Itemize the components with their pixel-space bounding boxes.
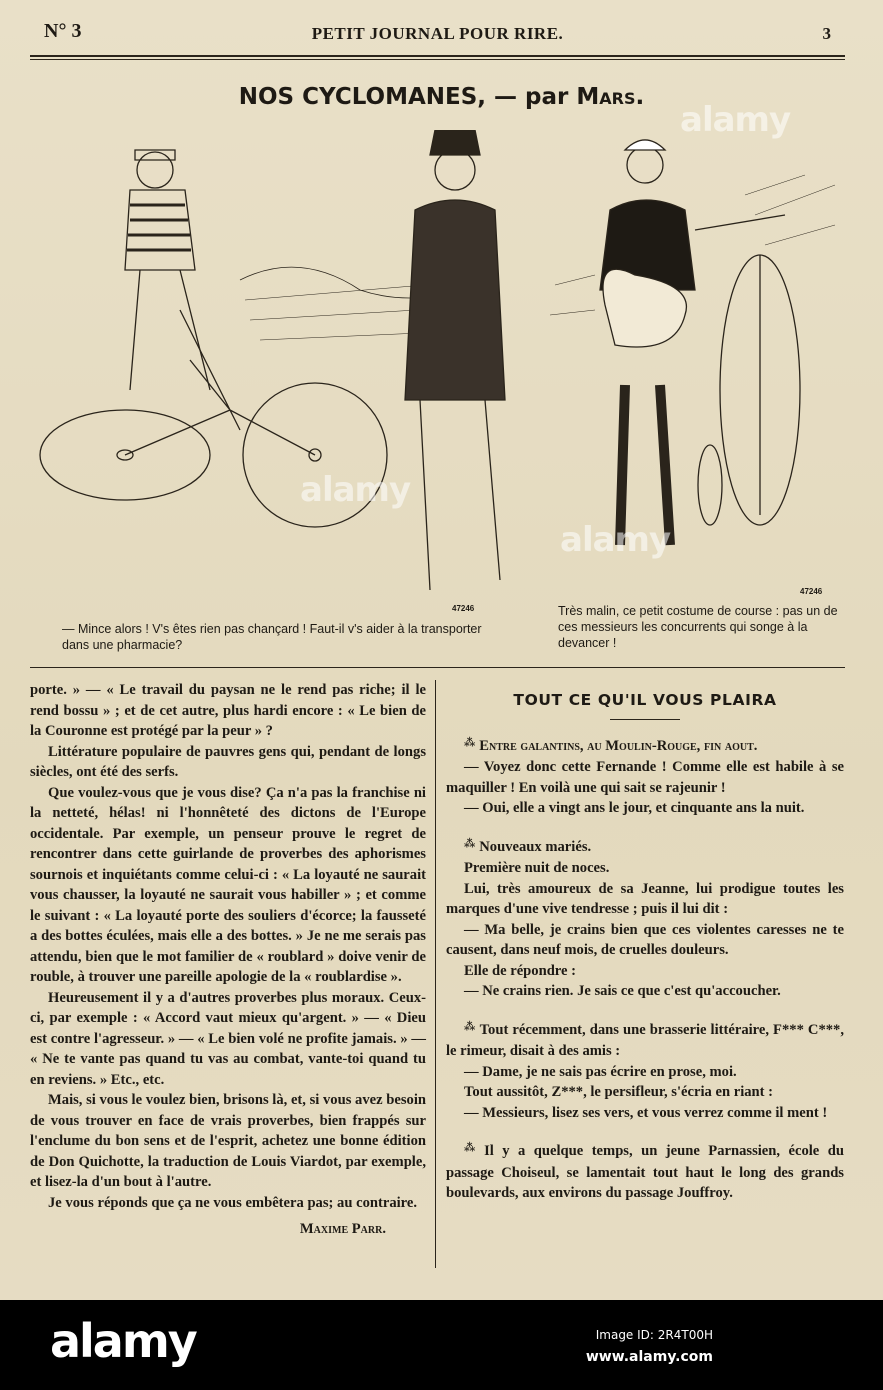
illustration-fallen-cyclist [30,130,525,595]
paragraph: porte. » — « Le travail du paysan ne le rend pas riche; il le rend bossu » ; et de cet autre, plus hardi encore : « Le bien de la Couronne est protégé par la peur » ? [30,682,426,739]
plate-number-left: 47246 [452,604,475,613]
anecdote-line: Elle de répondre : [464,962,577,979]
anecdote-heading-text: Nouveaux mariés. [479,838,592,855]
spacer [446,1123,844,1141]
section-title: TOUT CE QU'IL VOUS PLAIRA [513,691,777,709]
anecdote-line: — Dame, je ne sais pas écrire en prose, moi. [464,1063,737,1080]
spacer [446,1002,844,1020]
asterism-icon: ⁂ [464,1020,476,1033]
asterism-icon: ⁂ [464,736,476,749]
anecdote-heading [446,1020,844,1062]
column-divider [435,680,436,1268]
watermark-text: alamy [300,470,411,510]
anecdote-heading-text: Entre galantins, au Moulin-Rouge, fin aout. [479,737,758,754]
anecdote-line: Tout aussitôt, Z***, le persifleur, s'écria en riant : [464,1084,774,1100]
left-column [30,680,426,1240]
anecdote-heading-text: Tout récemment, dans une brasserie littéraire, F*** C***, le rimeur, disait à des amis : [446,1021,844,1059]
anecdote-line: — Messieurs, lisez ses vers, et vous verrez comme il ment ! [464,1104,828,1121]
page-number: 3 [822,24,831,43]
illustration-lady-cyclist [545,135,845,575]
anecdote-line: — Ma belle, je crains bien que ces violentes caresses ne te causent, dans neuf mois, de cruelles douleurs. [446,921,844,958]
right-caption: Très malin, ce petit costume de course : pas un de ces messieurs les concurrents qui songe à la devancer ! [558,604,838,650]
signature: Maxime Parr. [299,1221,386,1237]
image-id: Image ID: 2R4T00H [595,1328,713,1342]
header-rule [30,55,845,57]
plate-number-right: 47246 [800,587,823,596]
anecdote-line: — Voyez donc cette Fernande ! Comme elle est habile à se maquiller ! En voilà une qui sait se rajeunir ! [446,759,844,796]
watermark-text: alamy [560,520,671,560]
page-header [30,18,845,54]
issue-number: N° 3 [44,20,82,42]
journal-title: PETIT JOURNAL POUR RIRE. [311,24,564,43]
asterism-icon: ⁂ [464,1142,481,1154]
feature-title-text: NOS CYCLOMANES, — par [238,84,577,110]
watermark-text: alamy [680,100,791,140]
alamy-logo: alamy [50,1314,196,1368]
spacer [446,819,844,837]
title-rule [610,719,680,720]
anecdote-heading [446,837,844,859]
anecdote-line: — Ne crains rien. Je sais ce que c'est qu'accoucher. [464,983,781,999]
anecdote-line: — Oui, elle a vingt ans le jour, et cinquante ans la nuit. [464,800,805,816]
anecdote-heading [446,736,844,758]
paragraph: Je vous réponds que ça ne vous embêtera pas; au contraire. [48,1194,418,1211]
anecdote-line: Lui, très amoureux de sa Jeanne, lui prodigue toutes les marques d'une vive tendresse ; puis il lui dit : [446,880,844,917]
paragraph: Heureusement il y a d'autres proverbes plus moraux. Ceux-ci, par exemple : « Accord vaut mieux qu'argent. » — « Dieu est contre l'agresseur. » — « Le bien volé ne profite jamais. » — « Ne te vante pas quand tu vas au combat, vante-toi quand tu en reviens. » Etc., etc. [30,989,426,1088]
paragraph: Mais, si vous le voulez bien, brisons là, et, si vous avez besoin de vous trouver en face de vrais proverbes, bien frappés sur l'enclume du bon sens et de l'esprit, achetez une bonne édition de Don Quichotte, la traduction de Louis Viardot, par exemple, et lisez-la d'un bout à l'autre. [30,1092,426,1190]
anecdote-heading [446,1141,844,1204]
anecdote-line: Première nuit de noces. [464,860,610,876]
paragraph: Que voulez-vous que je vous dise? Ça n'a pas la franchise ni la netteté, hélas! ni l'honnêteté des dictons de l'Europe occidentale. Par exemple, un penseur prouve le regret de rencontrer dans cette guirlande de proverbes des aphorismes sournois et inquiétants comme celui-ci : « La loyauté ne saurait vous chausser, la loyauté ne saurait vous habiller » ; et comme le suivant : « La loyauté porte des souliers d'écorce; la fausseté a des bottes éculées, mais elle a des bottes. » Je ne me serais pas attendu, bien que le mot familier de « roublard » doive venir de rouble, à trouver une pareille apologie de la « roublardise ». [30,784,426,985]
right-column [446,680,844,1204]
header-rule-thin [30,59,845,60]
section-rule [30,667,845,668]
paragraph: Littérature populaire de pauvres gens qui, pendant de longs siècles, ont été des serfs. [30,743,426,780]
stock-photo-banner [0,1300,883,1390]
feature-author: Mars. [576,84,645,110]
asterism-icon: ⁂ [464,837,476,850]
left-caption: — Mince alors ! V's êtes rien pas chançard ! Faut-il v's aider à la transporter dans une pharmacie? [62,622,482,652]
anecdote-heading-text: Il y a quelque temps, un jeune Parnassien, école du passage Choiseul, se lamentait tout haut le long des grands boulevards, aux environs du passage Jouffroy. [446,1143,844,1201]
site-url: www.alamy.com [585,1349,713,1365]
